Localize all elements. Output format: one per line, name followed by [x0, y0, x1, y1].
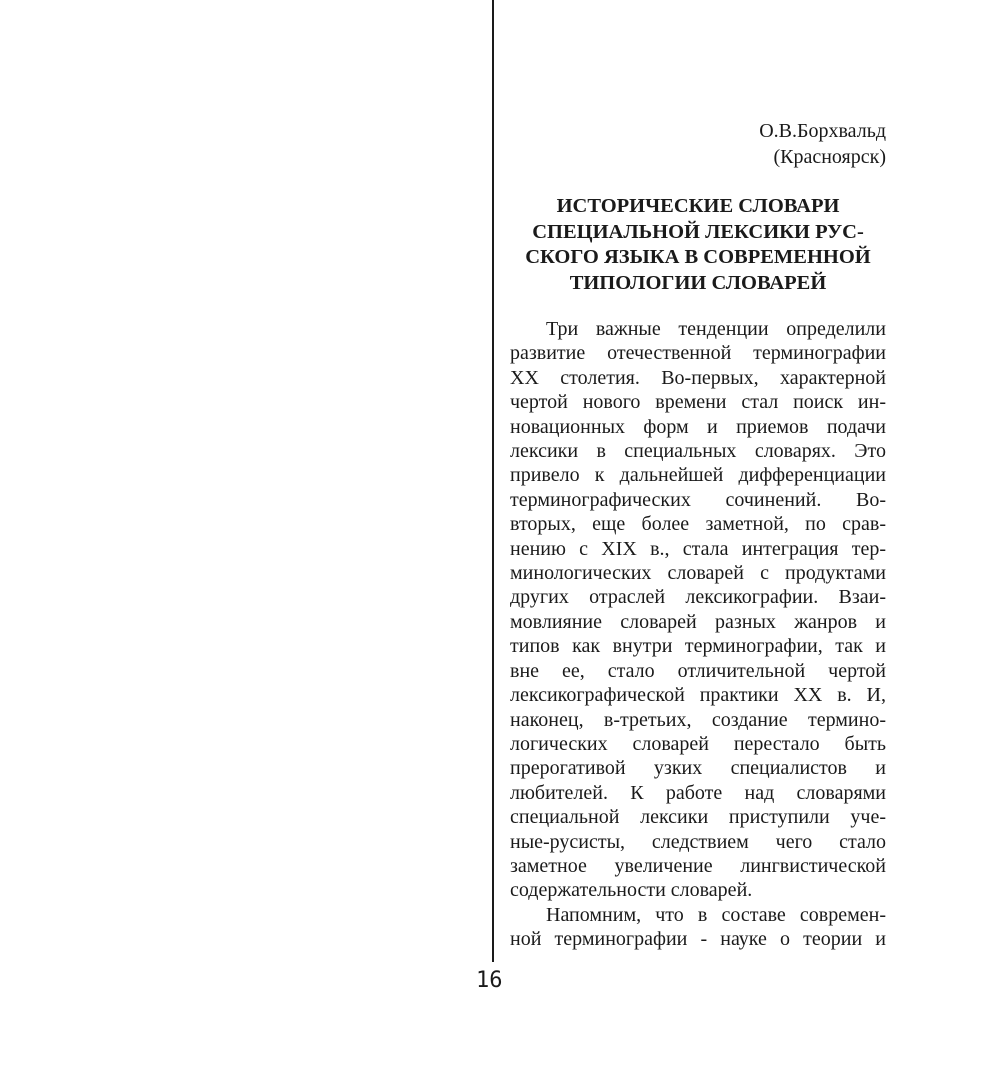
paragraph-line: лексикографической практики XX в. И,	[510, 684, 886, 707]
title-line: СКОГО ЯЗЫКА В СОВРЕМЕННОЙ	[525, 246, 871, 268]
article-title	[510, 194, 886, 296]
author-block	[510, 118, 886, 170]
page-number: 16	[476, 968, 503, 993]
paragraph-line: Три важные тенденции определили	[546, 318, 886, 340]
paragraph-line: других отраслей лексикографии. Взаи-	[510, 586, 886, 609]
paragraph-line: развитие отечественной терминографии	[510, 342, 886, 365]
paragraph-line: XX столетия. Во-первых, характерной	[510, 366, 886, 389]
paragraph-line: ной терминографии - науке о теории и	[510, 928, 886, 951]
paragraph-line: наконец, в-третьих, создание термино-	[510, 708, 886, 731]
title-line: СПЕЦИАЛЬНОЙ ЛЕКСИКИ РУС-	[532, 220, 864, 243]
paragraph-line: прерогативой узких специалистов и	[510, 757, 886, 780]
paragraph-line: заметное увеличение лингвистической	[510, 854, 886, 877]
column-divider	[492, 0, 494, 962]
paragraph-line: лексики в специальных словарях. Это	[510, 440, 886, 463]
paragraph-line: ные-русисты, следствием чего стало	[510, 830, 886, 853]
paragraph-line: логических словарей перестало быть	[510, 732, 886, 755]
paragraph-line: вторых, еще более заметной, по срав-	[510, 513, 886, 536]
paragraph-line: терминографических сочинений. Во-	[510, 488, 886, 511]
title-line: ИСТОРИЧЕСКИЕ СЛОВАРИ	[556, 195, 840, 217]
paragraph-line: нению с XIX в., стала интеграция тер-	[510, 537, 886, 560]
article-body	[510, 317, 886, 952]
paragraph-line: чертой нового времени стал поиск ин-	[510, 391, 886, 414]
paragraph-line: Напомним, что в составе современ-	[546, 903, 886, 926]
author-name: О.В.Борхвальд	[759, 120, 886, 142]
paragraph-line: мовлияние словарей разных жанров и	[510, 610, 886, 633]
paragraph-line: минологических словарей с продуктами	[510, 562, 886, 585]
paragraph-line: привело к дальнейшей дифференциации	[510, 464, 886, 487]
paragraph-line: новационных форм и приемов подачи	[510, 415, 886, 438]
title-line: ТИПОЛОГИИ СЛОВАРЕЙ	[569, 271, 827, 294]
paragraph-line: вне ее, стало отличительной чертой	[510, 659, 886, 682]
paragraph-line: типов как внутри терминографии, так и	[510, 635, 886, 658]
paragraph-line: содержательности словарей.	[510, 879, 753, 902]
paragraph-line: специальной лексики приступили уче-	[510, 806, 886, 829]
paragraph-line: любителей. К работе над словарями	[510, 781, 886, 804]
author-city: (Красноярск)	[773, 146, 886, 168]
